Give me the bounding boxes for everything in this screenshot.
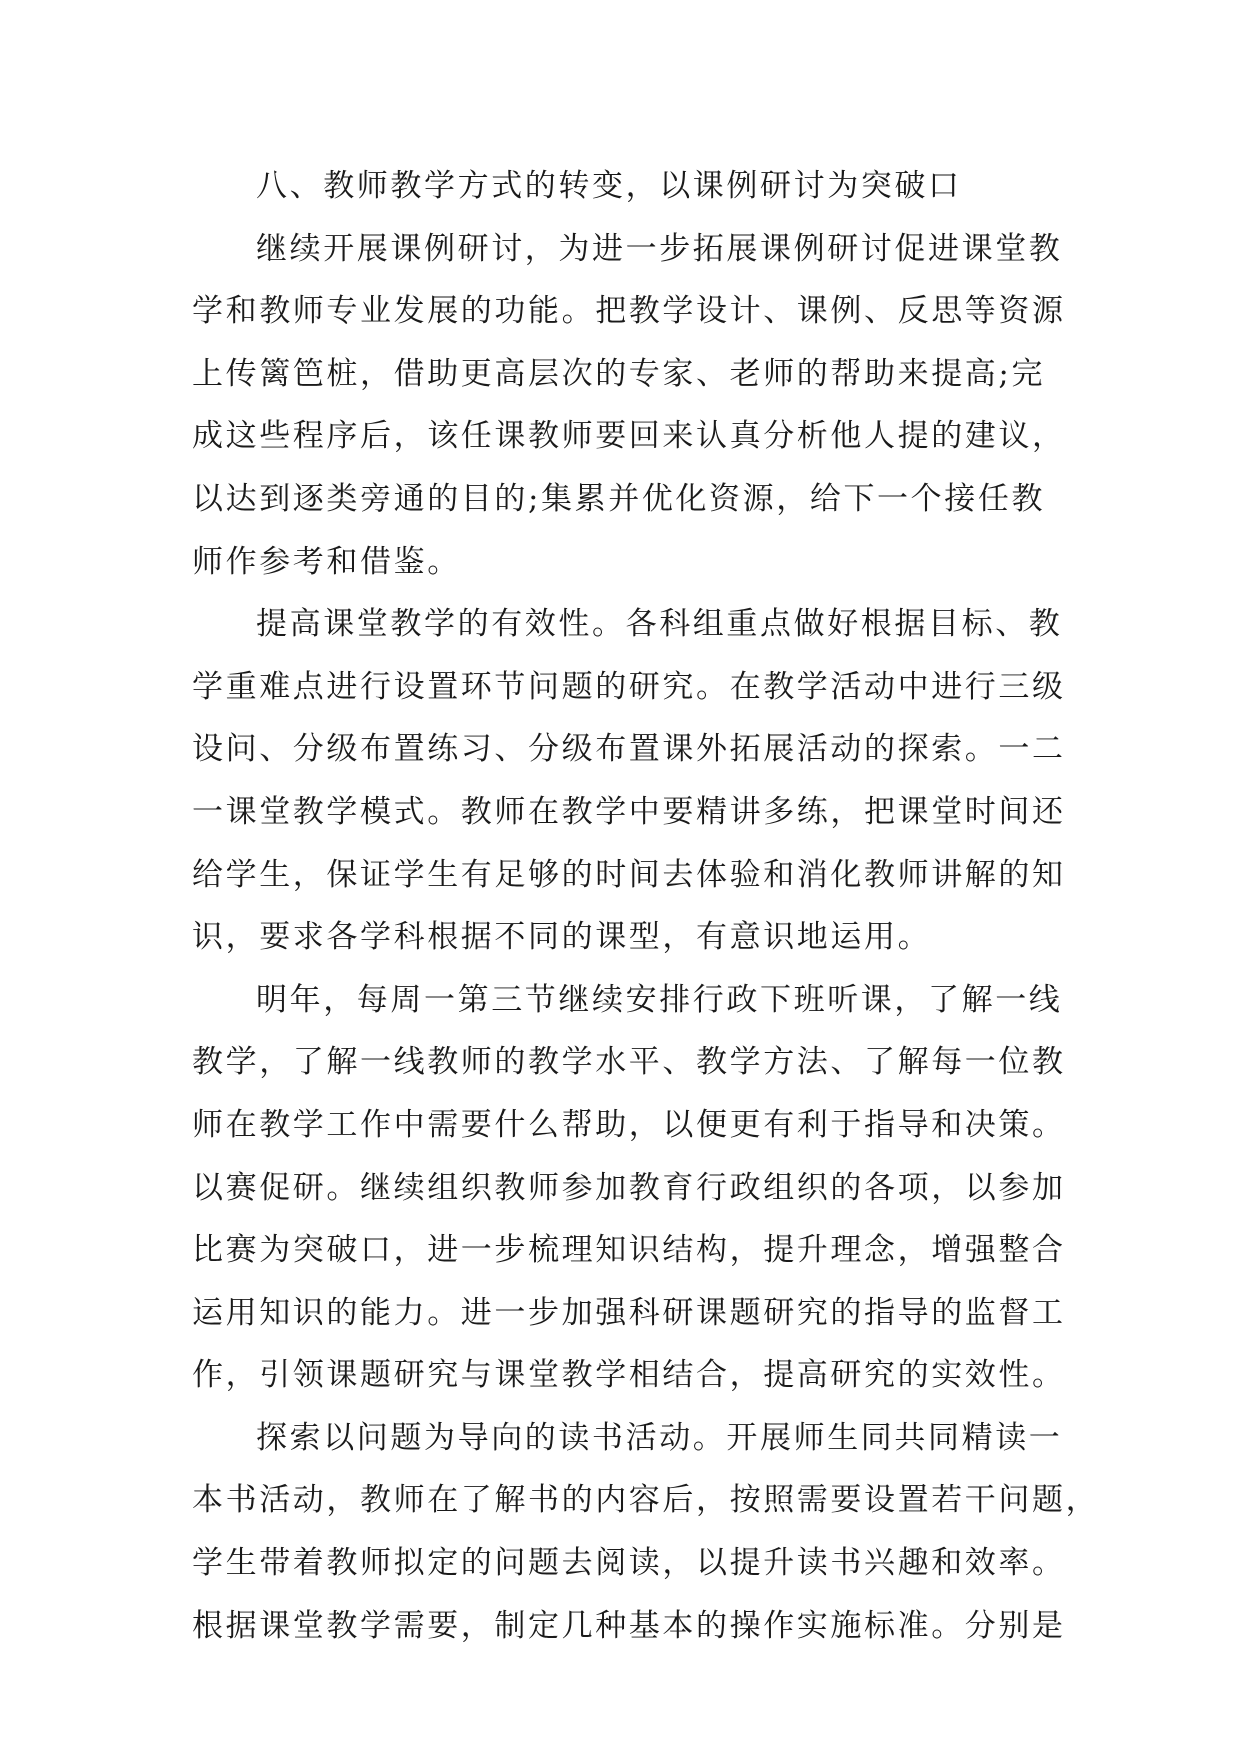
paragraph-line: 教学，了解一线教师的教学水平、教学方法、了解每一位教 [192,1044,1066,1081]
paragraph-line: 学生带着教师拟定的问题去阅读，以提升读书兴趣和效率。 [192,1545,1066,1582]
paragraph-line: 学和教师专业发展的功能。把教学设计、课例、反思等资源 [192,293,1066,330]
paragraph-line: 明年，每周一第三节继续安排行政下班听课，了解一线 [256,981,1063,1018]
paragraph-line: 设问、分级布置练习、分级布置课外拓展活动的探索。一二 [192,731,1066,768]
paragraph-line: 以赛促研。继续组织教师参加教育行政组织的各项，以参加 [192,1169,1066,1206]
paragraph-line: 运用知识的能力。进一步加强科研课题研究的指导的监督工 [192,1294,1066,1331]
paragraph-line: 学重难点进行设置环节问题的研究。在教学活动中进行三级 [192,668,1066,705]
paragraph-line: 继续开展课例研讨，为进一步拓展课例研讨促进课堂教 [256,230,1063,267]
paragraph-line: 一课堂教学模式。教师在教学中要精讲多练，把课堂时间还 [192,793,1066,830]
paragraph-line: 师在教学工作中需要什么帮助，以便更有利于指导和决策。 [192,1106,1066,1143]
paragraph-line: 根据课堂教学需要，制定几种基本的操作实施标准。分别是 [192,1607,1066,1644]
paragraph-line: 探索以问题为导向的读书活动。开展师生同共同精读一 [256,1419,1063,1456]
paragraph-line: 作，引领课题研究与课堂教学相结合，提高研究的实效性。 [192,1357,1066,1394]
paragraph-line: 给学生，保证学生有足够的时间去体验和消化教师讲解的知 [192,856,1066,893]
paragraph-line: 本书活动，教师在了解书的内容后，按照需要设置若干问题， [192,1482,1100,1519]
section-heading: 八、教师教学方式的转变，以课例研讨为突破口 [256,168,962,204]
paragraph-line: 成这些程序后，该任课教师要回来认真分析他人提的建议， [192,418,1066,455]
paragraph-line: 以达到逐类旁通的目的;集累并优化资源，给下一个接任教 [192,480,1046,517]
paragraph-line: 提高课堂教学的有效性。各科组重点做好根据目标、教 [256,606,1063,643]
paragraph-line: 比赛为突破口，进一步梳理知识结构，提升理念，增强整合 [192,1232,1066,1269]
document-body [192,155,1100,1657]
paragraph-line: 师作参考和借鉴。 [192,543,461,580]
paragraph-line: 识，要求各学科根据不同的课型，有意识地运用。 [192,919,932,956]
paragraph-line: 上传篱笆桩，借助更高层次的专家、老师的帮助来提高;完 [192,355,1046,392]
